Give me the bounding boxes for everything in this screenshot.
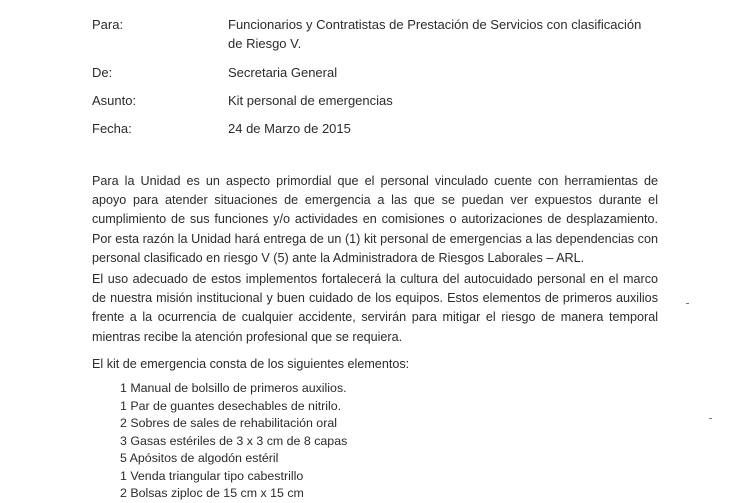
memo-asunto-value: Kit personal de emergencias	[228, 93, 393, 108]
list-item: 3 Gasas estériles de 3 x 3 cm de 8 capas	[120, 433, 348, 448]
kit-list-intro: El kit de emergencia consta de los siguientes elementos:	[92, 357, 410, 371]
memo-fecha-label: Fecha:	[92, 121, 132, 136]
scan-speck	[709, 418, 712, 419]
kit-items-list	[120, 380, 347, 503]
memo-fecha-value: 24 de Marzo de 2015	[228, 121, 351, 136]
list-item: 1 Manual de bolsillo de primeros auxilios.	[120, 381, 347, 395]
memo-de-value: Secretaria General	[228, 65, 338, 80]
list-item: 5 Apósitos de algodón estéril	[120, 451, 279, 465]
list-item: 1 Venda triangular tipo cabestrillo	[120, 468, 304, 483]
list-item: 2 Sobres de sales de rehabilitación oral	[120, 416, 337, 430]
memo-para-value: Funcionarios y Contratistas de Prestación de Servicios con clasificación de Riesgo V.	[228, 17, 642, 51]
body-paragraph-2: El uso adecuado de estos implementos fortalecerá la cultura del autocuidado personal en el marco de nuestra misión institucional y buen cuidado de los equipos. Estos elementos de primeros auxilios frente a la ocurrencia de cualquier accidente, servirán para mitigar el riesgo de manera temporal mientras recibe la atención profesional que se requiera.	[92, 272, 658, 344]
list-item: 2 Bolsas ziploc de 15 cm x 15 cm	[120, 486, 304, 500]
scan-speck	[686, 303, 689, 304]
memo-para-label: Para:	[92, 17, 124, 32]
memo-asunto-label: Asunto:	[92, 93, 137, 108]
body-paragraph-1: Para la Unidad es un aspecto primordial que el personal vinculado cuente con herramientas de apoyo para atender situaciones de emergencia a las que se puedan ver expuestos durante el cumplimiento de sus funciones y/o actividades en comisiones o autorizaciones de desplazamiento. Por esta razón la Unidad hará entrega de un (1) kit personal de emergencias a las dependencias con personal clasificado en riesgo V (5) ante la Administradora de Riesgos Laborales – ARL.	[92, 174, 658, 265]
memo-de-label: De:	[92, 65, 113, 80]
list-item: 1 Par de guantes desechables de nitrilo.	[120, 398, 342, 413]
